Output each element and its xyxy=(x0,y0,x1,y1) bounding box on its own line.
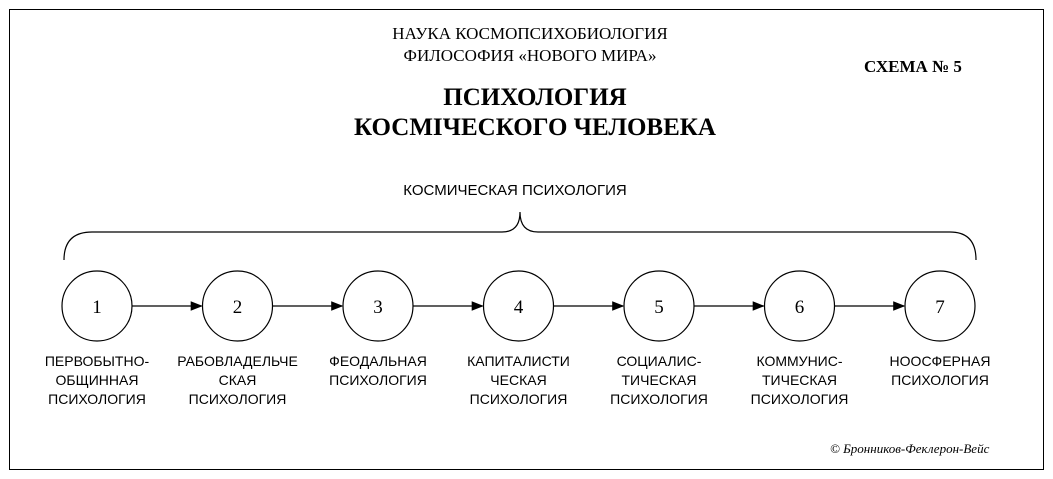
scheme-number-label: СХЕМА № 5 xyxy=(864,57,962,76)
stage-label-line: ЧЕСКАЯ xyxy=(490,372,547,388)
copyright-notice: © Бронников-Феклерон-Вейс xyxy=(830,441,990,456)
stage-label-line: ФЕОДАЛЬНАЯ xyxy=(329,353,427,369)
stage-number-3: 3 xyxy=(373,297,383,318)
stage-label-7 xyxy=(890,352,991,390)
curly-brace xyxy=(64,212,976,260)
stage-label-line: СОЦИАЛИС- xyxy=(616,353,702,369)
stage-label-1 xyxy=(45,352,149,409)
stage-number-1: 1 xyxy=(92,297,102,318)
stage-label-line: ПСИХОЛОГИЯ xyxy=(188,391,287,407)
stage-label-line: ТИЧЕСКАЯ xyxy=(761,372,837,388)
stage-label-line: ПСИХОЛОГИЯ xyxy=(750,391,849,407)
stage-number-7: 7 xyxy=(935,297,945,318)
stage-label-line: НООСФЕРНАЯ xyxy=(889,353,991,369)
header-science-title: НАУКА КОСМОПСИХОБИОЛОГИЯ xyxy=(392,24,668,43)
stage-label-line: КОММУНИС- xyxy=(756,353,843,369)
stage-number-2: 2 xyxy=(232,297,243,318)
stage-label-line: ПСИХОЛОГИЯ xyxy=(48,391,146,407)
stage-label-5 xyxy=(610,352,708,409)
stage-number-4: 4 xyxy=(513,297,524,318)
stage-label-line: ПЕРВОБЫТНО- xyxy=(44,353,150,369)
stage-label-line: ПСИХОЛОГИЯ xyxy=(329,372,427,388)
stage-label-line: КАПИТАЛИСТИ xyxy=(467,353,570,369)
stage-label-line: ПСИХОЛОГИЯ xyxy=(610,391,708,407)
stage-label-line: ПСИХОЛОГИЯ xyxy=(469,391,568,407)
stage-label-3 xyxy=(329,352,427,390)
stage-label-6 xyxy=(751,352,849,409)
main-title-line1: ПСИХОЛОГИЯ xyxy=(443,84,627,111)
brace-label: КОСМИЧЕСКАЯ ПСИХОЛОГИЯ xyxy=(403,182,627,199)
stage-label-4 xyxy=(467,352,570,409)
stage-number-6: 6 xyxy=(794,297,805,318)
main-title-line2: КОСМIЧЕСКОГО ЧЕЛОВЕКА xyxy=(354,114,716,141)
stage-number-5: 5 xyxy=(654,297,664,318)
stage-label-line: РАБОВЛАДЕЛЬЧЕ xyxy=(177,353,298,369)
stage-label-line: ТИЧЕСКАЯ xyxy=(621,372,697,388)
stage-label-2 xyxy=(177,352,298,409)
stage-label-line: ПСИХОЛОГИЯ xyxy=(891,372,989,388)
stage-label-line: СКАЯ xyxy=(218,372,257,388)
stage-label-line: ОБЩИННАЯ xyxy=(55,372,139,388)
header-philosophy-subtitle: ФИЛОСОФИЯ «НОВОГО МИРА» xyxy=(403,46,657,65)
